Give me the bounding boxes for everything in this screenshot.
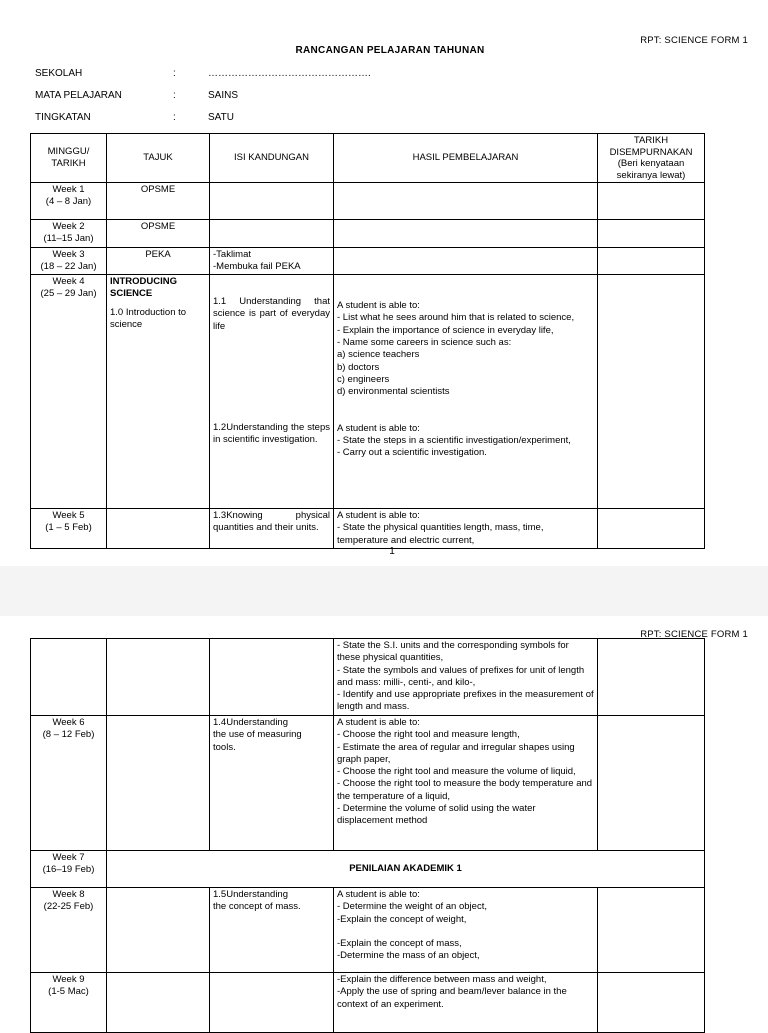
info-label: SEKOLAH bbox=[35, 68, 83, 79]
table-row-week-7 bbox=[31, 851, 705, 888]
table-row-week-4 bbox=[31, 275, 705, 509]
isi-cell bbox=[210, 275, 334, 509]
table-row-week-3 bbox=[31, 247, 705, 275]
hasil-line: c) engineers bbox=[337, 373, 390, 385]
table-row-week-6 bbox=[31, 716, 705, 851]
hasil-cell bbox=[334, 183, 598, 220]
isi-cell bbox=[210, 639, 334, 716]
lesson-plan-table-p1 bbox=[30, 133, 705, 549]
hasil-line: - State the S.I. units and the corresponding symbols for these physical quantities, bbox=[337, 640, 569, 664]
hasil-cell bbox=[334, 509, 598, 549]
tarikh-cell bbox=[598, 716, 705, 851]
isi-cell bbox=[210, 183, 334, 220]
tajuk-cell bbox=[107, 509, 210, 549]
hasil-line: - Name some careers in science such as: bbox=[337, 337, 512, 349]
tajuk-cell bbox=[107, 275, 210, 509]
hasil-line: - Identify and use appropriate prefixes in the measurement of length and mass. bbox=[337, 689, 594, 713]
hasil-line: b) doctors bbox=[337, 361, 380, 373]
isi-cell bbox=[210, 220, 334, 248]
tarikh-cell bbox=[598, 183, 705, 220]
info-value: …………………………………………. bbox=[208, 68, 371, 79]
col-header-tajuk: TAJUK bbox=[107, 134, 210, 183]
hasil-line: A student is able to: bbox=[337, 510, 420, 522]
week-date: (11–15 Jan) bbox=[43, 233, 94, 245]
hasil-cell bbox=[334, 247, 598, 275]
week-cell bbox=[31, 509, 107, 549]
week-date: (8 – 12 Feb) bbox=[42, 729, 95, 741]
topic-subheading: 1.0 Introduction to science bbox=[110, 306, 187, 331]
week-cell bbox=[31, 639, 107, 716]
isi-line: tools. bbox=[213, 741, 236, 753]
hasil-block bbox=[337, 423, 594, 460]
isi-cell: 1.3Knowing physical quantities and their units. bbox=[210, 509, 334, 549]
hasil-line: - Determine the volume of solid using the water displacement method bbox=[337, 803, 536, 827]
topic-heading: SCIENCE bbox=[110, 288, 153, 300]
hasil-line: - Explain the importance of science in everyday life, bbox=[337, 324, 554, 336]
hasil-line: a) science teachers bbox=[337, 349, 420, 361]
hasil-cell bbox=[334, 639, 598, 716]
info-colon: : bbox=[173, 112, 176, 123]
hasil-cell bbox=[334, 888, 598, 973]
tajuk-cell: PEKA bbox=[107, 247, 210, 275]
tajuk-cell bbox=[107, 716, 210, 851]
week-cell bbox=[31, 888, 107, 973]
isi-cell bbox=[210, 888, 334, 973]
hasil-line: - List what he sees around him that is related to science, bbox=[337, 312, 575, 324]
hasil-line: - State the physical quantities length, mass, time, temperature and electric current, bbox=[337, 522, 544, 546]
col-header-isi: ISI KANDUNGAN bbox=[210, 134, 334, 183]
document-page-2 bbox=[0, 616, 768, 1024]
week-label: Week 6 bbox=[52, 717, 85, 728]
tarikh-cell bbox=[598, 275, 705, 509]
isi-line: -Membuka fail PEKA bbox=[213, 260, 301, 272]
isi-cell bbox=[210, 247, 334, 275]
week-date: (1-5 Mac) bbox=[48, 986, 89, 998]
tajuk-cell bbox=[107, 639, 210, 716]
col-header-tarikh bbox=[598, 134, 705, 183]
week-label: Week 1 bbox=[52, 184, 85, 195]
week-label: Week 2 bbox=[52, 221, 85, 232]
isi-line: the use of measuring bbox=[213, 729, 302, 741]
col-header-minggu bbox=[31, 134, 107, 183]
week-date: (16–19 Feb) bbox=[42, 864, 95, 876]
info-value: SATU bbox=[208, 112, 234, 123]
tajuk-cell: OPSME bbox=[107, 183, 210, 220]
hasil-line: A student is able to: bbox=[337, 422, 420, 434]
week-date: (4 – 8 Jan) bbox=[45, 196, 92, 208]
tarikh-cell bbox=[598, 888, 705, 973]
week-cell bbox=[31, 247, 107, 275]
header-text: sekiranya lewat) bbox=[616, 169, 686, 181]
isi-item: 1.2Understanding the steps in scientific investigation. bbox=[213, 422, 330, 446]
document-title: RANCANGAN PELAJARAN TAHUNAN bbox=[295, 45, 485, 56]
hasil-line: A student is able to: bbox=[337, 300, 420, 312]
isi-line: 1.4Understanding bbox=[213, 717, 288, 728]
tarikh-cell bbox=[598, 639, 705, 716]
tajuk-cell bbox=[107, 888, 210, 973]
tajuk-cell: OPSME bbox=[107, 220, 210, 248]
week-date: (22-25 Feb) bbox=[43, 901, 94, 913]
week-label: Week 7 bbox=[52, 852, 85, 863]
table-header-row bbox=[31, 134, 705, 183]
page-gap bbox=[0, 566, 768, 616]
week-label: Week 3 bbox=[52, 248, 85, 260]
week-label: Week 9 bbox=[52, 974, 85, 985]
hasil-line: -Explain the difference between mass and weight, bbox=[337, 974, 547, 985]
hasil-line: -Determine the mass of an object, bbox=[337, 950, 480, 962]
hasil-line: - Choose the right tool and measure length, bbox=[337, 729, 520, 741]
hasil-line: - State the steps in a scientific investigation/experiment, bbox=[337, 434, 571, 446]
hasil-line: A student is able to: bbox=[337, 717, 420, 728]
page-number: 1 bbox=[389, 546, 395, 557]
isi-line: the concept of mass. bbox=[213, 901, 301, 913]
week-cell bbox=[31, 220, 107, 248]
info-label: MATA PELAJARAN bbox=[35, 90, 122, 101]
info-colon: : bbox=[173, 68, 176, 79]
tarikh-cell bbox=[598, 509, 705, 549]
table-row-week-5 bbox=[31, 509, 705, 549]
week-date: (1 – 5 Feb) bbox=[45, 522, 92, 534]
header-text: MINGGU/ bbox=[47, 145, 90, 157]
week-cell bbox=[31, 851, 107, 888]
hasil-line: -Apply the use of spring and beam/lever balance in the context of an experiment. bbox=[337, 986, 567, 1010]
hasil-line: - Choose the right tool to measure the body temperature and the temperature of a liquid, bbox=[337, 778, 593, 802]
week-cell bbox=[31, 183, 107, 220]
tarikh-cell bbox=[598, 220, 705, 248]
hasil-line: - Choose the right tool and measure the volume of liquid, bbox=[337, 766, 576, 778]
hasil-line: d) environmental scientists bbox=[337, 386, 450, 398]
week-cell bbox=[31, 275, 107, 509]
hasil-line: - Carry out a scientific investigation. bbox=[337, 447, 487, 459]
hasil-cell bbox=[334, 716, 598, 851]
info-value: SAINS bbox=[208, 90, 239, 101]
hasil-cell bbox=[334, 275, 598, 509]
isi-cell bbox=[210, 716, 334, 851]
col-header-hasil: HASIL PEMBELAJARAN bbox=[334, 134, 598, 183]
header-text: TARIKH bbox=[633, 135, 669, 146]
week-label: Week 4 bbox=[52, 276, 85, 288]
hasil-cell bbox=[334, 220, 598, 248]
isi-line: -Taklimat bbox=[213, 248, 252, 260]
hasil-line: - Determine the weight of an object, bbox=[337, 901, 487, 913]
hasil-line: - State the symbols and values of prefixes for unit of length and mass: milli-, centi-, and kilo-, bbox=[337, 664, 585, 688]
lesson-plan-table-p2 bbox=[30, 638, 705, 1033]
header-text: DISEMPURNAKAN bbox=[609, 146, 693, 158]
exam-event-cell: PENILAIAN AKADEMIK 1 bbox=[107, 851, 705, 888]
table-row-week-8 bbox=[31, 888, 705, 973]
week-label: Week 5 bbox=[52, 510, 85, 522]
hasil-line: -Explain the concept of mass, bbox=[337, 937, 462, 949]
week-label: Week 8 bbox=[52, 889, 85, 900]
info-colon: : bbox=[173, 90, 176, 101]
isi-line: 1.5Understanding bbox=[213, 889, 288, 900]
hasil-line: -Explain the concept of weight, bbox=[337, 913, 467, 925]
header-text: TARIKH bbox=[51, 158, 86, 169]
page-header: RPT: SCIENCE FORM 1 bbox=[640, 35, 748, 46]
tarikh-cell bbox=[598, 247, 705, 275]
week-cell bbox=[31, 716, 107, 851]
header-text: (Beri kenyataan bbox=[617, 158, 685, 169]
isi-item: 1.1 Understanding that science is part of everyday life bbox=[213, 296, 330, 332]
page-header: RPT: SCIENCE FORM 1 bbox=[640, 629, 748, 640]
table-row-week-1 bbox=[31, 183, 705, 220]
hasil-line: - Estimate the area of regular and irregular shapes using graph paper, bbox=[337, 741, 575, 765]
hasil-block bbox=[337, 300, 594, 398]
table-row-continued bbox=[31, 639, 705, 716]
table-row-week-2 bbox=[31, 220, 705, 248]
info-label: TINGKATAN bbox=[35, 112, 91, 123]
hasil-line bbox=[337, 926, 594, 938]
week-date: (18 – 22 Jan) bbox=[40, 260, 97, 272]
week-date: (25 – 29 Jan) bbox=[40, 288, 97, 300]
hasil-line: A student is able to: bbox=[337, 889, 420, 900]
topic-heading: INTRODUCING bbox=[110, 276, 178, 288]
